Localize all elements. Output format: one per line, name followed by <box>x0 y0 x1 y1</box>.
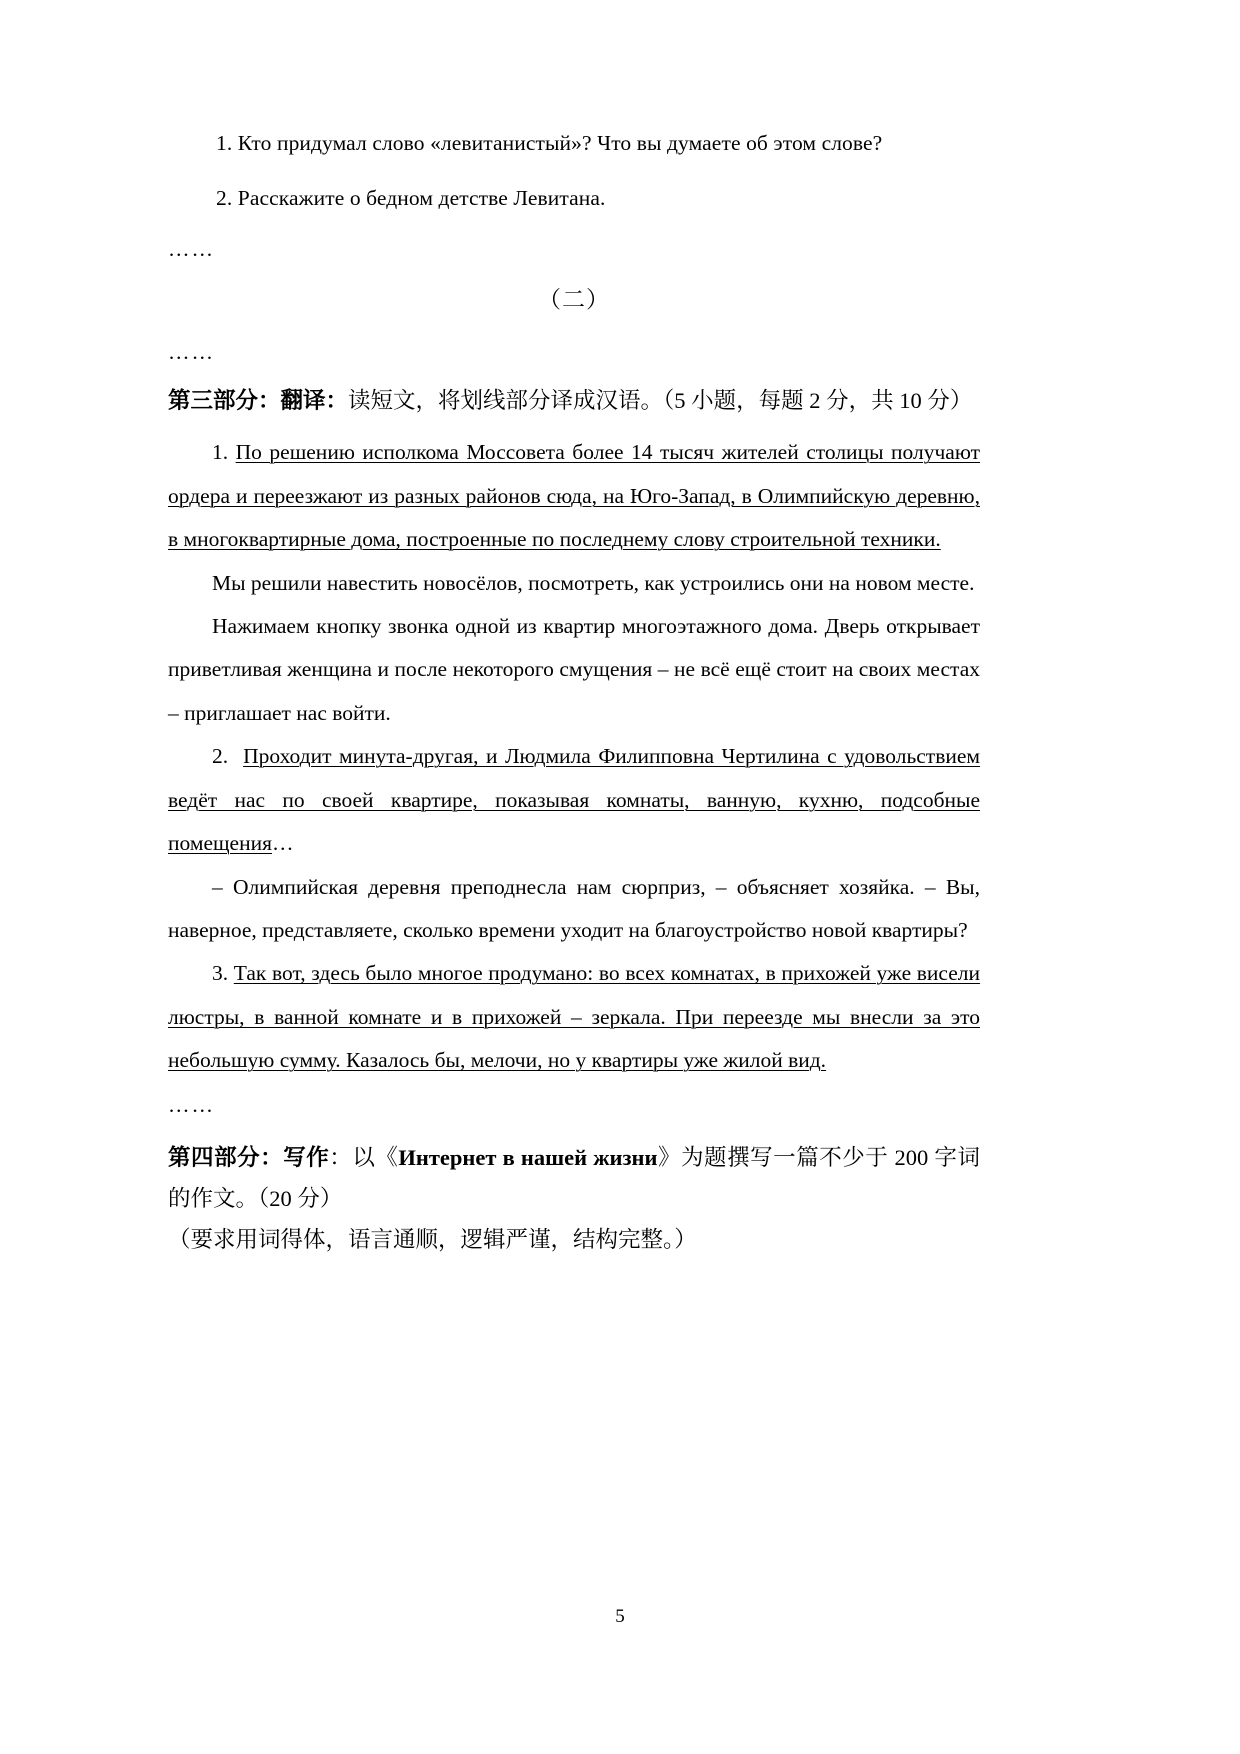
item-1-number: 1. <box>212 440 229 465</box>
item-1-underlined-text: По решению исполкома Моссовета более 14 тысяч жителей столицы получают ордера и переезжают из разных районов сюда, на Юго-Запад, в Олимпийскую деревню, в многоквартирные дома, построенные по последнему слову строительной техники. <box>168 440 980 552</box>
ellipsis-before-writing: …… <box>168 1092 215 1117</box>
reading-question-2: 2. Расскажите о бедном детстве Левитана. <box>216 185 606 210</box>
part-four-label: 第四部分： <box>168 1144 284 1170</box>
part-three-label: 第三部分：翻译： <box>168 387 349 413</box>
part-four-label-writing: 写作 <box>283 1144 330 1170</box>
translation-item-1 <box>168 431 980 561</box>
part-three-instruction: 读短文，将划线部分译成汉语。 <box>348 387 664 413</box>
page-content <box>168 128 980 1260</box>
passage-paragraph-3: Нажимаем кнопку звонка одной из квартир многоэтажного дома. Дверь открывает приветливая женщина и после некоторого смущения – не всё ещё стоит на своих местах – приглашает нас войти. <box>168 614 980 725</box>
page-number: 5 <box>615 1606 625 1627</box>
reading-question-1: 1. Кто придумал слово «левитанистый»? Что вы думаете об этом слове? <box>216 131 883 155</box>
part-four-pretitle: 以《 <box>352 1144 399 1170</box>
passage-paragraph-2: Мы решили навестить новосёлов, посмотреть, как устроились они на новом месте. <box>212 570 975 595</box>
part-four-colon: ： <box>329 1144 353 1170</box>
part-three-heading <box>168 384 980 418</box>
part-three-points: （5 小题，每题 2 分，共 10 分） <box>663 387 973 413</box>
section-two-heading: （二） <box>538 286 610 312</box>
ellipsis-after-section-two: …… <box>168 339 215 364</box>
item-2-number: 2. <box>212 744 229 769</box>
translation-item-3 <box>168 952 980 1082</box>
ellipsis-after-questions: …… <box>168 237 215 262</box>
item-3-number: 3. <box>212 961 229 986</box>
essay-title: Интернет в нашей жизни <box>398 1144 658 1170</box>
part-four-posttitle: 》为题撰写一篇不少于 200 字词的作文。（20 分） <box>168 1144 980 1212</box>
item-2-trailing-ellipsis: … <box>272 831 294 856</box>
passage-paragraph-4: – Олимпийская деревня преподнесла нам сюрприз, – объясняет хозяйка. – Вы, наверное, представляете, сколько времени уходит на благоустройство новой квартиры? <box>168 874 980 943</box>
item-3-underlined-text: Так вот, здесь было многое продумано: во всех комнатах, в прихожей уже висели люстры, в ванной комнате и в прихожей – зеркала. При переезде мы внесли за это небольшую сумму. Казалось бы, мелочи, но у квартиры уже жилой вид. <box>168 961 981 1073</box>
translation-item-2 <box>168 735 980 865</box>
item-2-underlined-text: Проходит минута-другая, и Людмила Филипповна Чертилина с удовольствием ведёт нас по своей квартире, показывая комнаты, ванную, кухню, подсобные помещения <box>168 744 980 856</box>
spacer <box>168 1083 980 1093</box>
part-four-heading <box>168 1137 980 1220</box>
part-four-requirement: （要求用词得体，语言通顺，逻辑严谨，结构完整。） <box>168 1226 697 1252</box>
